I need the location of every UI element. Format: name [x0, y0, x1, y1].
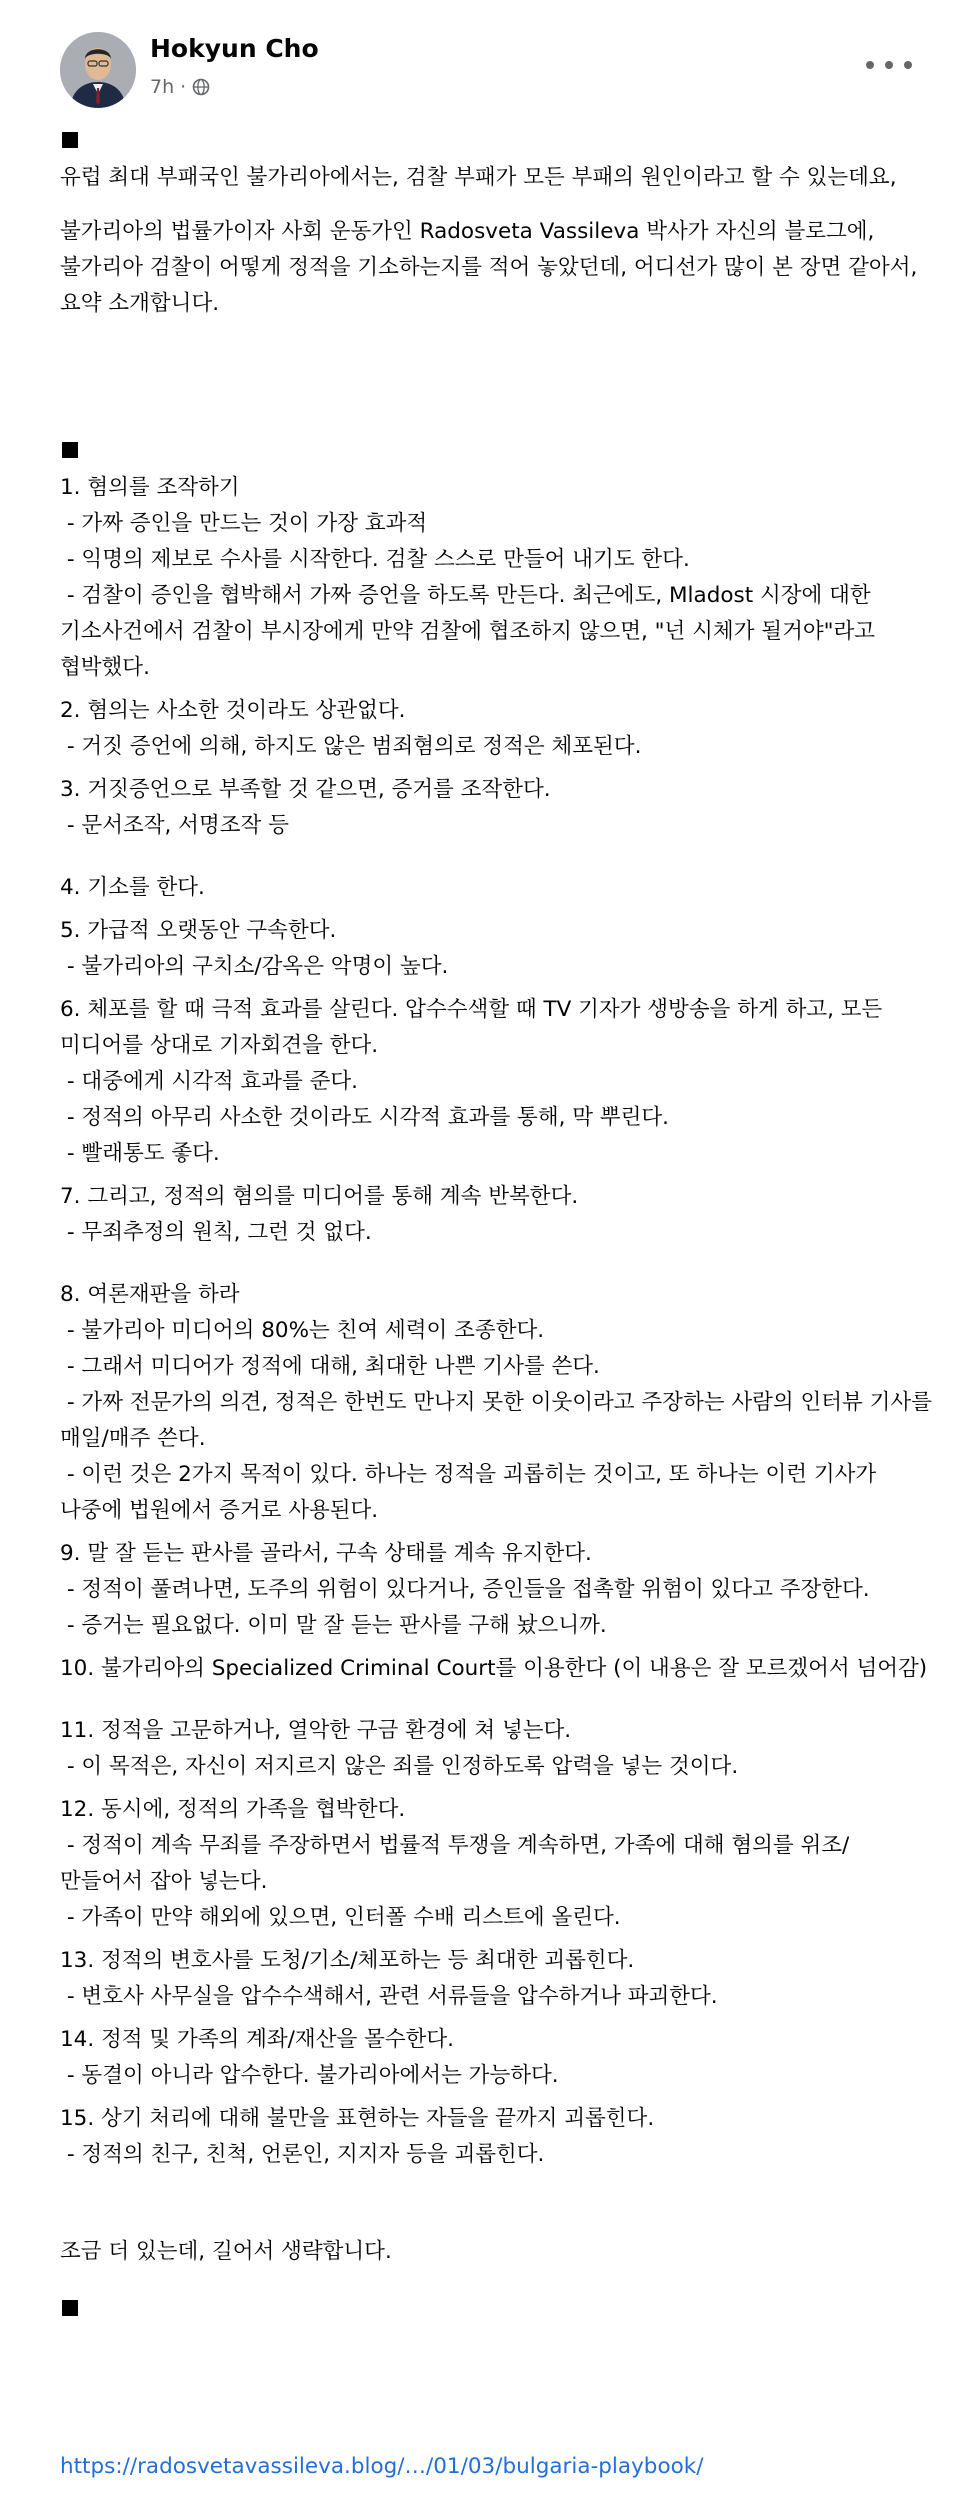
list-item-detail: - 그래서 미디어가 정적에 대해, 최대한 나쁜 기사를 쓴다.	[60, 1354, 600, 1379]
list-item-title: 15. 상기 처리에 대해 불만을 표현하는 자들을 끝까지 괴롭힌다.	[60, 2106, 655, 2131]
source-link[interactable]: https://radosvetavassileva.blog/…/01/03/bulgaria-playbook/	[60, 2454, 704, 2479]
list-item-title: 10. 불가리아의 Specialized Criminal Court를 이용한다 (이 내용은 잘 모르겠어서 넘어감)	[60, 1656, 928, 1681]
list-item-detail: - 동결이 아니라 압수한다. 불가리아에서는 가능하다.	[60, 2063, 559, 2088]
list-item-title: 14. 정적 및 가족의 계좌/재산을 몰수한다.	[60, 2027, 454, 2052]
black-square-icon	[62, 442, 78, 458]
list-item	[60, 870, 932, 906]
list-item-title: 6. 체포를 할 때 극적 효과를 살린다. 압수수색할 때 TV 기자가 생방송을 하게 하고, 모든 미디어를 상대로 기자회견을 한다.	[60, 997, 890, 1058]
more-options-icon[interactable]	[866, 48, 912, 82]
list-item-detail: - 검찰이 증인을 협박해서 가짜 증언을 하도록 만든다. 최근에도, Mladost 시장에 대한 기소사건에서 검찰이 부시장에게 만약 검찰에 협조하지 않으면, "넌 시체가 될거야"라고 협박했다.	[60, 583, 882, 680]
list-item	[60, 1943, 932, 2015]
list-item	[60, 2022, 932, 2094]
profile-photo	[60, 32, 136, 108]
post-time[interactable]: 7h	[150, 76, 175, 98]
list-item	[60, 2101, 932, 2173]
list-item-detail: - 정적이 풀려나면, 도주의 위험이 있다거나, 증인들을 접촉할 위험이 있다고 주장한다.	[60, 1577, 870, 1602]
black-square-icon	[62, 2300, 78, 2316]
list-item	[60, 1792, 932, 1936]
list-item	[60, 1536, 932, 1644]
list-item-title: 11. 정적을 고문하거나, 열악한 구금 환경에 쳐 넣는다.	[60, 1718, 572, 1743]
list-item	[60, 693, 932, 765]
list-item-detail: - 불가리아의 구치소/감옥은 악명이 높다.	[60, 954, 449, 979]
list-item-title: 8. 여론재판을 하라	[60, 1282, 240, 1307]
list-item-title: 5. 가급적 오랫동안 구속한다.	[60, 918, 337, 943]
list-item	[60, 992, 932, 1172]
list-item-detail: - 이런 것은 2가지 목적이 있다. 하나는 정적을 괴롭히는 것이고, 또 하나는 이런 기사가 나중에 법원에서 증거로 사용된다.	[60, 1462, 884, 1523]
meta-separator: ·	[180, 76, 187, 98]
list-item-detail: - 불가리아 미디어의 80%는 친여 세력이 조종한다.	[60, 1318, 545, 1343]
avatar[interactable]	[60, 32, 136, 108]
list-item-detail: - 대중에게 시각적 효과를 준다.	[60, 1069, 359, 1094]
list-item	[60, 772, 932, 844]
list-item-title: 4. 기소를 한다.	[60, 875, 205, 900]
dot	[866, 61, 874, 69]
list-item-detail: - 정적의 친구, 친척, 언론인, 지지자 등을 괴롭힌다.	[60, 2142, 545, 2167]
list-item-detail: - 거짓 증언에 의해, 하지도 않은 범죄혐의로 정적은 체포된다.	[60, 734, 642, 759]
list-item	[60, 1651, 932, 1687]
list-item-detail: - 변호사 사무실을 압수수색해서, 관련 서류들을 압수하거나 파괴한다.	[60, 1984, 718, 2009]
list-item-detail: - 익명의 제보로 수사를 시작한다. 검찰 스스로 만들어 내기도 한다.	[60, 547, 690, 572]
list-item-detail: - 빨래통도 좋다.	[60, 1141, 220, 1166]
list-item-title: 12. 동시에, 정적의 가족을 협박한다.	[60, 1797, 406, 1822]
playbook-list	[60, 470, 939, 2180]
post-header	[0, 0, 972, 140]
list-item-detail: - 가짜 증인을 만드는 것이 가장 효과적	[60, 511, 428, 536]
list-item-detail: - 문서조작, 서명조작 등	[60, 813, 289, 838]
dot	[885, 61, 893, 69]
list-item	[60, 913, 932, 985]
intro-paragraph-2: 불가리아의 법률가이자 사회 운동가인 Radosveta Vassileva 박사가 자신의 블로그에, 불가리아 검찰이 어떻게 정적을 기소하는지를 적어 놓았던데, 어디선가 많이 본 장면 같아서, 요약 소개합니다.	[60, 219, 925, 316]
list-item-title: 7. 그리고, 정적의 혐의를 미디어를 통해 계속 반복한다.	[60, 1184, 579, 1209]
list-item-title: 13. 정적의 변호사를 도청/기소/체포하는 등 최대한 괴롭힌다.	[60, 1948, 635, 1973]
list-item	[60, 1277, 939, 1529]
list-item-detail: - 이 목적은, 자신이 저지르지 않은 죄를 인정하도록 압력을 넣는 것이다.	[60, 1754, 739, 1779]
globe-icon[interactable]	[192, 78, 210, 96]
list-item	[60, 1713, 932, 1785]
list-item-detail: - 가짜 전문가의 의견, 정적은 한번도 만나지 못한 이웃이라고 주장하는 사람의 인터뷰 기사를 매일/매주 쓴다.	[60, 1390, 939, 1451]
dot	[904, 61, 912, 69]
list-item-title: 2. 혐의는 사소한 것이라도 상관없다.	[60, 698, 406, 723]
list-item	[60, 470, 932, 686]
list-item-detail: - 정적의 아무리 사소한 것이라도 시각적 효과를 통해, 막 뿌린다.	[60, 1105, 670, 1130]
intro-paragraph-1: 유럽 최대 부패국인 불가리아에서는, 검찰 부패가 모든 부패의 원인이라고 할 수 있는데요,	[60, 165, 897, 190]
author-name[interactable]: Hokyun Cho	[150, 34, 319, 63]
post-body	[60, 120, 939, 2328]
post-meta	[150, 76, 210, 98]
list-item-title: 9. 말 잘 듣는 판사를 골라서, 구속 상태를 계속 유지한다.	[60, 1541, 592, 1566]
list-item-detail: - 무죄추정의 원칙, 그런 것 없다.	[60, 1220, 372, 1245]
outro-text: 조금 더 있는데, 길어서 생략합니다.	[60, 2239, 392, 2264]
list-item-detail: - 증거는 필요없다. 이미 말 잘 듣는 판사를 구해 놨으니까.	[60, 1613, 607, 1638]
black-square-icon	[62, 132, 78, 148]
list-item-detail: - 정적이 계속 무죄를 주장하면서 법률적 투쟁을 계속하면, 가족에 대해 혐의를 위조/만들어서 잡아 넣는다.	[60, 1833, 850, 1894]
list-item-title: 3. 거짓증언으로 부족할 것 같으면, 증거를 조작한다.	[60, 777, 551, 802]
list-item-detail: - 가족이 만약 해외에 있으면, 인터폴 수배 리스트에 올린다.	[60, 1905, 621, 1930]
list-item	[60, 1179, 932, 1251]
list-item-title: 1. 혐의를 조작하기	[60, 475, 240, 500]
